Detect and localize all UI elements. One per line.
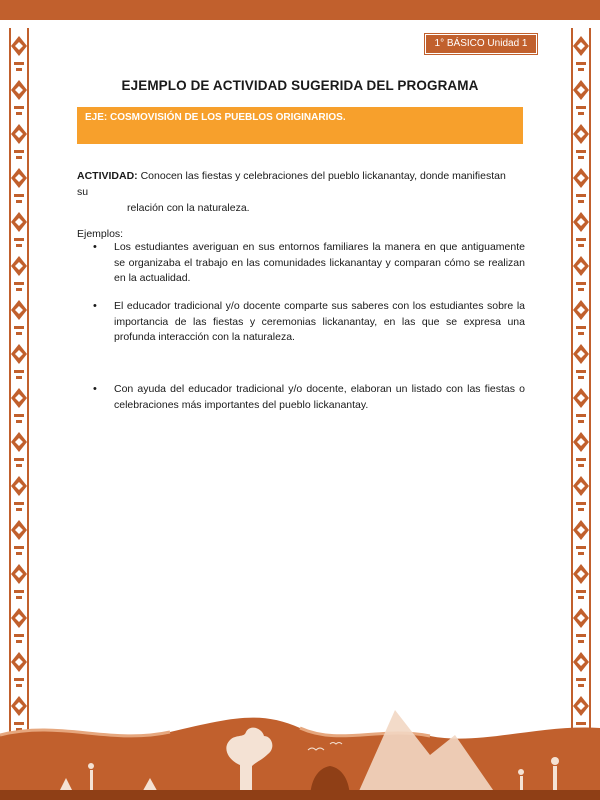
example-text: Con ayuda del educador tradicional y/o docente, elaboran un listado con las fiestas o celebraciones más importantes del pueblo lickanantay. xyxy=(114,383,525,411)
activity-text: Conocen las fiestas y celebraciones del pueblo lickanantay, donde manifiestan su xyxy=(77,170,506,198)
axis-label: EJE: COSMOVISIÓN DE LOS PUEBLOS ORIGINARIOS. xyxy=(85,112,346,123)
list-item xyxy=(77,382,525,413)
activity-text-continued: relación con la naturaleza. xyxy=(127,202,250,214)
activity-paragraph xyxy=(77,168,517,216)
page-title: EJEMPLO DE ACTIVIDAD SUGERIDA DEL PROGRAMA xyxy=(121,78,479,93)
list-item xyxy=(77,240,525,287)
bullet-icon: • xyxy=(93,241,97,253)
list-item xyxy=(77,299,525,346)
example-text: El educador tradicional y/o docente comparte sus saberes con los estudiantes sobre la importancia de las fiestas y ceremonias lickanantay, en las que se expresa una profunda interacción con la naturaleza. xyxy=(114,300,525,343)
top-decorative-band xyxy=(0,0,600,20)
bullet-icon: • xyxy=(93,383,97,395)
examples-heading: Ejemplos: xyxy=(77,228,124,240)
unit-badge: 1° BÁSICO Unidad 1 xyxy=(425,34,537,54)
activity-label: ACTIVIDAD: xyxy=(77,170,138,182)
right-ornamental-border xyxy=(570,28,592,743)
landscape-illustration xyxy=(0,640,600,800)
left-ornamental-border xyxy=(8,28,30,743)
bullet-icon: • xyxy=(93,300,97,312)
axis-banner xyxy=(77,107,523,144)
example-text: Los estudiantes averiguan en sus entornos familiares la manera en que antiguamente se organizaba el trabajo en las comunidades lickanantay y comparan cómo se realizan en la actualidad. xyxy=(114,241,525,284)
